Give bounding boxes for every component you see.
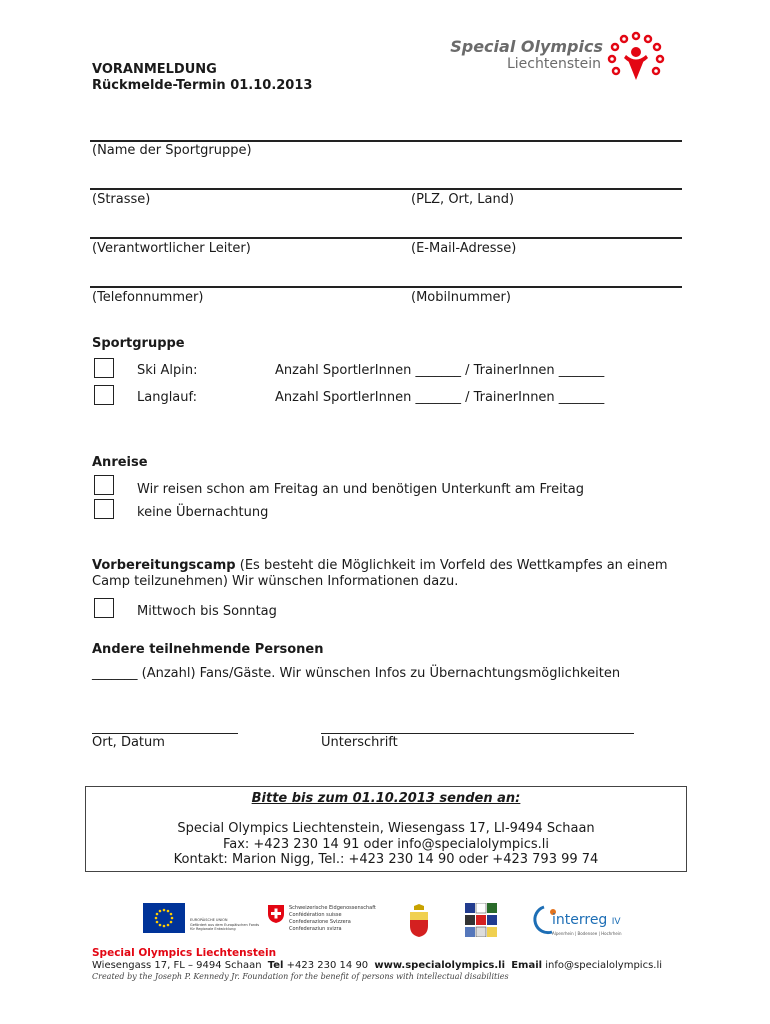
footer-email-label: Email — [511, 960, 543, 971]
date-line — [92, 733, 238, 734]
divider-4 — [90, 286, 682, 288]
anreise-freitag-checkbox[interactable] — [94, 475, 114, 495]
footer-org: Special Olympics Liechtenstein — [92, 947, 277, 959]
eu-line-1: EUROPÄISCHE UNION — [190, 918, 228, 922]
ski-alpin-checkbox[interactable] — [94, 358, 114, 378]
logo-line-1: Special Olympics — [450, 37, 603, 56]
camp-option-label: Mittwoch bis Sonntag — [137, 604, 277, 619]
send-heading: Bitte bis zum 01.10.2013 senden an: — [251, 791, 521, 806]
swiss-line-1: Schweizerische Eidgenossenschaft — [289, 905, 376, 911]
langlauf-checkbox[interactable] — [94, 385, 114, 405]
camp-checkbox[interactable] — [94, 598, 114, 618]
others-heading: Andere teilnehmende Personen — [92, 642, 324, 657]
swiss-line-3: Confederazione Svizzera — [289, 919, 351, 925]
camp-text-1: (Es besteht die Möglichkeit im Vorfeld des Wettkampfes an einem — [239, 558, 668, 573]
interreg-text: interreg — [552, 912, 608, 928]
others-text: _______ (Anzahl) Fans/Gäste. Wir wünschen Infos zu Übernachtungsmöglichkeiten — [92, 666, 621, 681]
send-fax: Fax: +423 230 14 91 oder info@specialolympics.li — [222, 837, 550, 852]
footer-tel: +423 230 14 90 — [286, 960, 369, 971]
footer-address: Wiesengass 17, FL – 9494 Schaan — [92, 960, 262, 971]
footer-tel-label: Tel — [267, 960, 284, 971]
eu-line-2: Gefördert aus dem Europäischen Fonds — [190, 922, 260, 927]
send-address: Special Olympics Liechtenstein, Wiesengass 17, LI-9494 Schaan — [177, 821, 595, 836]
canton-crests-icon — [465, 903, 497, 937]
liechtenstein-crest-icon — [408, 904, 430, 938]
form-title: VORANMELDUNG — [92, 62, 217, 77]
swiss-shield-icon — [267, 904, 285, 924]
camp-heading: Vorbereitungscamp — [92, 558, 236, 573]
footer-contact — [92, 960, 662, 972]
strasse-label: (Strasse) — [92, 192, 151, 207]
divider-3 — [90, 237, 682, 239]
ski-alpin-count: Anzahl SportlerInnen _______ / TrainerInnen _______ — [275, 363, 605, 378]
ski-alpin-label: Ski Alpin: — [137, 363, 198, 378]
swiss-line-2: Confédération suisse — [289, 912, 342, 918]
sportgruppe-name-label: (Name der Sportgruppe) — [92, 143, 252, 158]
special-olympics-logo-icon — [606, 30, 666, 86]
swiss-line-4: Confederaziun svizra — [289, 926, 342, 932]
divider-1 — [90, 140, 682, 142]
eu-line-3: für Regionale Entwicklung — [190, 927, 236, 931]
send-box — [85, 786, 687, 872]
logo-text — [428, 38, 603, 72]
send-contact: Kontakt: Marion Nigg, Tel.: +423 230 14 90 oder +423 793 99 74 — [173, 852, 599, 867]
langlauf-count: Anzahl SportlerInnen _______ / TrainerInnen _______ — [275, 390, 605, 405]
footer-note: Created by the Joseph P. Kennedy Jr. Foundation for the benefit of persons with intellectual disabilities — [92, 972, 509, 981]
eu-flag-icon — [143, 903, 185, 933]
langlauf-label: Langlauf: — [137, 390, 198, 405]
camp-text-2: Camp teilzunehmen) Wir wünschen Informationen dazu. — [92, 574, 459, 589]
mobil-label: (Mobilnummer) — [411, 290, 511, 305]
sportgruppe-heading: Sportgruppe — [92, 336, 185, 351]
eu-text — [190, 918, 259, 932]
anreise-freitag-label: Wir reisen schon am Freitag an und benötigen Unterkunft am Freitag — [137, 482, 584, 497]
leiter-label: (Verantwortlicher Leiter) — [92, 241, 251, 256]
eu-stars-icon — [143, 903, 185, 933]
signature-label: Unterschrift — [321, 735, 398, 750]
email-label: (E-Mail-Adresse) — [411, 241, 517, 256]
footer-web[interactable]: www.specialolympics.li — [374, 960, 506, 971]
plz-label: (PLZ, Ort, Land) — [411, 192, 515, 207]
logo-line-2: Liechtenstein — [506, 56, 601, 72]
divider-2 — [90, 188, 682, 190]
deadline: Rückmelde-Termin 01.10.2013 — [92, 78, 313, 93]
interreg-subtitle: Alpenrhein | Bodensee | Hochrhein — [552, 931, 622, 936]
keine-uebernachtung-checkbox[interactable] — [94, 499, 114, 519]
keine-uebernachtung-label: keine Übernachtung — [137, 505, 269, 520]
telefon-label: (Telefonnummer) — [92, 290, 204, 305]
interreg-logo — [552, 912, 621, 928]
footer-email[interactable]: info@specialolympics.li — [545, 960, 663, 971]
swiss-text — [289, 905, 376, 933]
signature-line — [321, 733, 634, 734]
anreise-heading: Anreise — [92, 455, 148, 470]
interreg-iv: IV — [611, 917, 621, 927]
place-date-label: Ort, Datum — [92, 735, 165, 750]
camp-line-1 — [92, 558, 668, 574]
